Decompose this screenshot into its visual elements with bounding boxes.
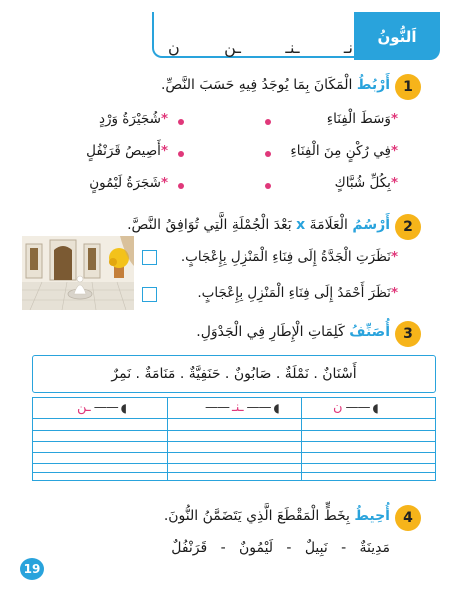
bullet-star: * [390, 111, 398, 127]
item-3-label: شَجَرَةُ لَيْمُونٍ [89, 175, 161, 191]
blank-dash: —— [205, 400, 229, 415]
letter-form-medial: ـنـ [285, 38, 300, 57]
letter-form-initial: نـ [343, 38, 353, 57]
question-2-text-a: الْعَلَامَةَ [309, 217, 348, 233]
match-dot-item-3[interactable] [178, 183, 184, 189]
ear-icon: ◖ [120, 400, 128, 415]
sentence-2 [197, 285, 398, 301]
item-2 [86, 143, 168, 159]
ear-icon: ◖ [372, 400, 379, 415]
match-dot-place-3[interactable] [265, 183, 271, 189]
bullet-star: * [160, 111, 168, 127]
word-frame-text: أَسْنَانٌ . نَمْلَةٌ . صَابُونٌ . حَنَفِيَّةٌ . مَنَامَةٌ . نَمِرٌ [111, 366, 357, 382]
item-3 [89, 175, 168, 191]
question-2-marker: 2 [395, 214, 421, 240]
question-3-instruction [196, 324, 390, 340]
table-row-line [33, 452, 435, 453]
place-3-label: بِكُلِّ شُبَّاكٍ [334, 175, 391, 191]
classification-table [32, 397, 436, 481]
lesson-title: اَلنُّونُ [377, 28, 417, 46]
question-4-verb: أُحِيطُ [354, 508, 390, 524]
place-2 [290, 143, 398, 159]
place-3 [335, 175, 398, 191]
match-dot-place-2[interactable] [265, 151, 271, 157]
x-mark: x [296, 217, 306, 233]
bullet-star: * [160, 143, 168, 159]
blank-dash: —— [345, 400, 370, 415]
sentence-1-label: نَظَرَتِ الْجَدَّةُ إِلَى فِنَاءِ الْمَنْزِلِ بِإِعْجَابٍ. [180, 249, 391, 265]
bullet-star: * [390, 175, 398, 191]
question-4-words[interactable]: مَدِينَةٌ - نَبِيلٌ - لَيْمُونٌ - قَرَنْفُلٌ [171, 540, 390, 556]
blank-dash: —— [246, 400, 271, 415]
match-dot-item-2[interactable] [178, 151, 184, 157]
table-row-line [33, 430, 435, 431]
letter-form-isolated: ن [168, 38, 180, 57]
bullet-star: * [160, 175, 168, 191]
match-dot-item-1[interactable] [178, 119, 184, 125]
blank-dash: —— [93, 400, 118, 415]
bullet-star: * [390, 143, 398, 159]
table-row-line [33, 463, 435, 464]
column-header-final [77, 400, 127, 415]
table-column-divider [301, 398, 302, 480]
question-2-text-b: بَعْدَ الْجُمْلَةِ الَّتِي تُوَافِقُ النَّصَّ. [127, 217, 292, 233]
question-1-marker: 1 [395, 74, 421, 100]
letter-form-label: ن [333, 400, 343, 415]
question-2-instruction [127, 217, 390, 233]
letter-forms [168, 38, 353, 57]
item-1 [99, 111, 168, 127]
letter-form-final: ـن [224, 38, 241, 57]
page-number: 19 [20, 558, 44, 580]
place-1-label: وَسَطَ الْفِنَاءِ [326, 111, 391, 127]
question-4-text: بِخَطٍّ الْمَقْطَعَ الَّذِي يَتَضَمَّنُ النُّونَ. [163, 508, 350, 524]
table-row-line [33, 441, 435, 442]
item-1-label: شُجَيْرَةُ وَرْدٍ [98, 111, 161, 127]
ear-icon: ◖ [273, 400, 280, 415]
bullet-star: * [390, 285, 398, 301]
column-header-medial [205, 400, 280, 415]
place-2-label: فِي رُكْنٍ مِنَ الْفِنَاءِ [290, 143, 391, 159]
sentence-2-checkbox[interactable] [142, 287, 157, 302]
question-2-verb: أَرْسُمُ [352, 217, 390, 233]
question-4-instruction [164, 508, 390, 524]
question-4-marker: 4 [395, 505, 421, 531]
sentence-1 [181, 249, 398, 265]
table-row-line [33, 472, 435, 473]
item-2-label: أَصِيصُ قَرَنْفُلٍ [86, 143, 161, 159]
question-3-text: كَلِمَاتِ الْإِطَارِ فِي الْجَدْوَلِ. [196, 324, 345, 340]
table-column-divider [167, 398, 168, 480]
question-1-instruction [161, 77, 390, 93]
column-header-initial [333, 400, 379, 415]
question-3-verb: أُصَنِّفُ [349, 324, 390, 340]
courtyard-illustration [22, 236, 134, 310]
sentence-2-label: نَظَرَ أَحْمَدُ إِلَى فِنَاءِ الْمَنْزِلِ بِإِعْجَابٍ. [197, 285, 391, 301]
bullet-star: * [390, 249, 398, 265]
question-1-text: الْمَكَانَ بِمَا يُوجَدُ فِيهِ حَسَبَ النَّصِّ. [160, 77, 353, 93]
question-1-verb: أَرْبُطُ [356, 77, 390, 93]
letter-form-label: ـنـ [232, 400, 244, 415]
match-dot-place-1[interactable] [265, 119, 271, 125]
sentence-1-checkbox[interactable] [142, 250, 157, 265]
question-3-marker: 3 [395, 321, 421, 347]
letter-form-label: ـن [77, 400, 91, 415]
place-1 [327, 111, 398, 127]
